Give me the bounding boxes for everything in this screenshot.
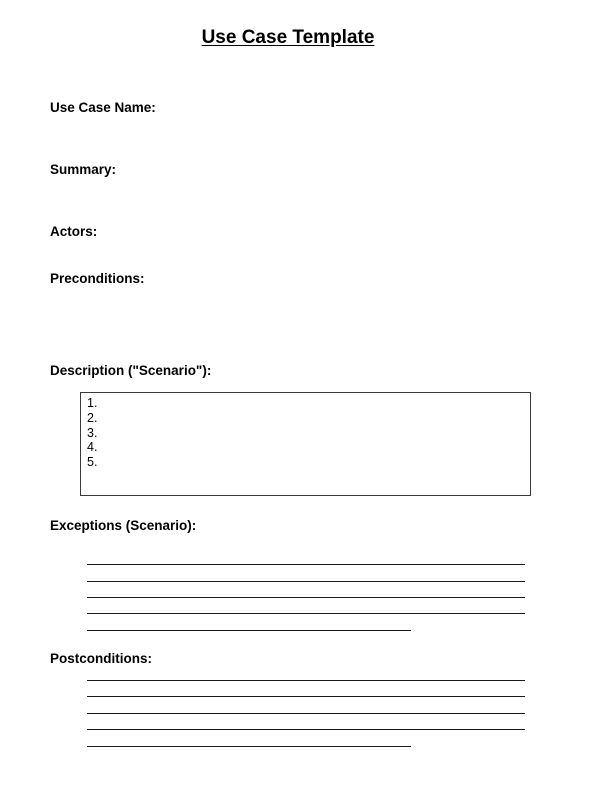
preconditions-label: Preconditions: — [50, 271, 145, 286]
exceptions-blank-line — [87, 564, 525, 565]
exceptions-label: Exceptions (Scenario): — [50, 518, 197, 533]
description-step: 1. — [87, 396, 98, 410]
description-steps-box — [80, 392, 531, 496]
exceptions-blank-line — [87, 597, 525, 598]
postconditions-blank-line — [87, 729, 525, 730]
postconditions-blank-line — [87, 713, 525, 714]
description-step: 4. — [87, 440, 98, 455]
postconditions-blank-line — [87, 746, 411, 747]
page-title: Use Case Template — [201, 27, 375, 48]
description-step: 2. — [87, 410, 98, 425]
summary-label: Summary: — [50, 162, 117, 177]
postconditions-blank-line — [87, 696, 525, 697]
description-step: 3. — [87, 425, 98, 440]
postconditions-label: Postconditions: — [50, 651, 152, 666]
exceptions-blank-line — [87, 581, 525, 582]
exceptions-blank-line — [87, 630, 411, 631]
description-steps-list — [87, 396, 530, 470]
use-case-name-label: Use Case Name: — [50, 100, 156, 115]
actors-label: Actors: — [50, 224, 98, 239]
description-label: Description ("Scenario"): — [50, 363, 212, 378]
exceptions-blank-line — [87, 613, 525, 614]
description-step: 5. — [87, 455, 98, 470]
postconditions-blank-line — [87, 680, 525, 681]
